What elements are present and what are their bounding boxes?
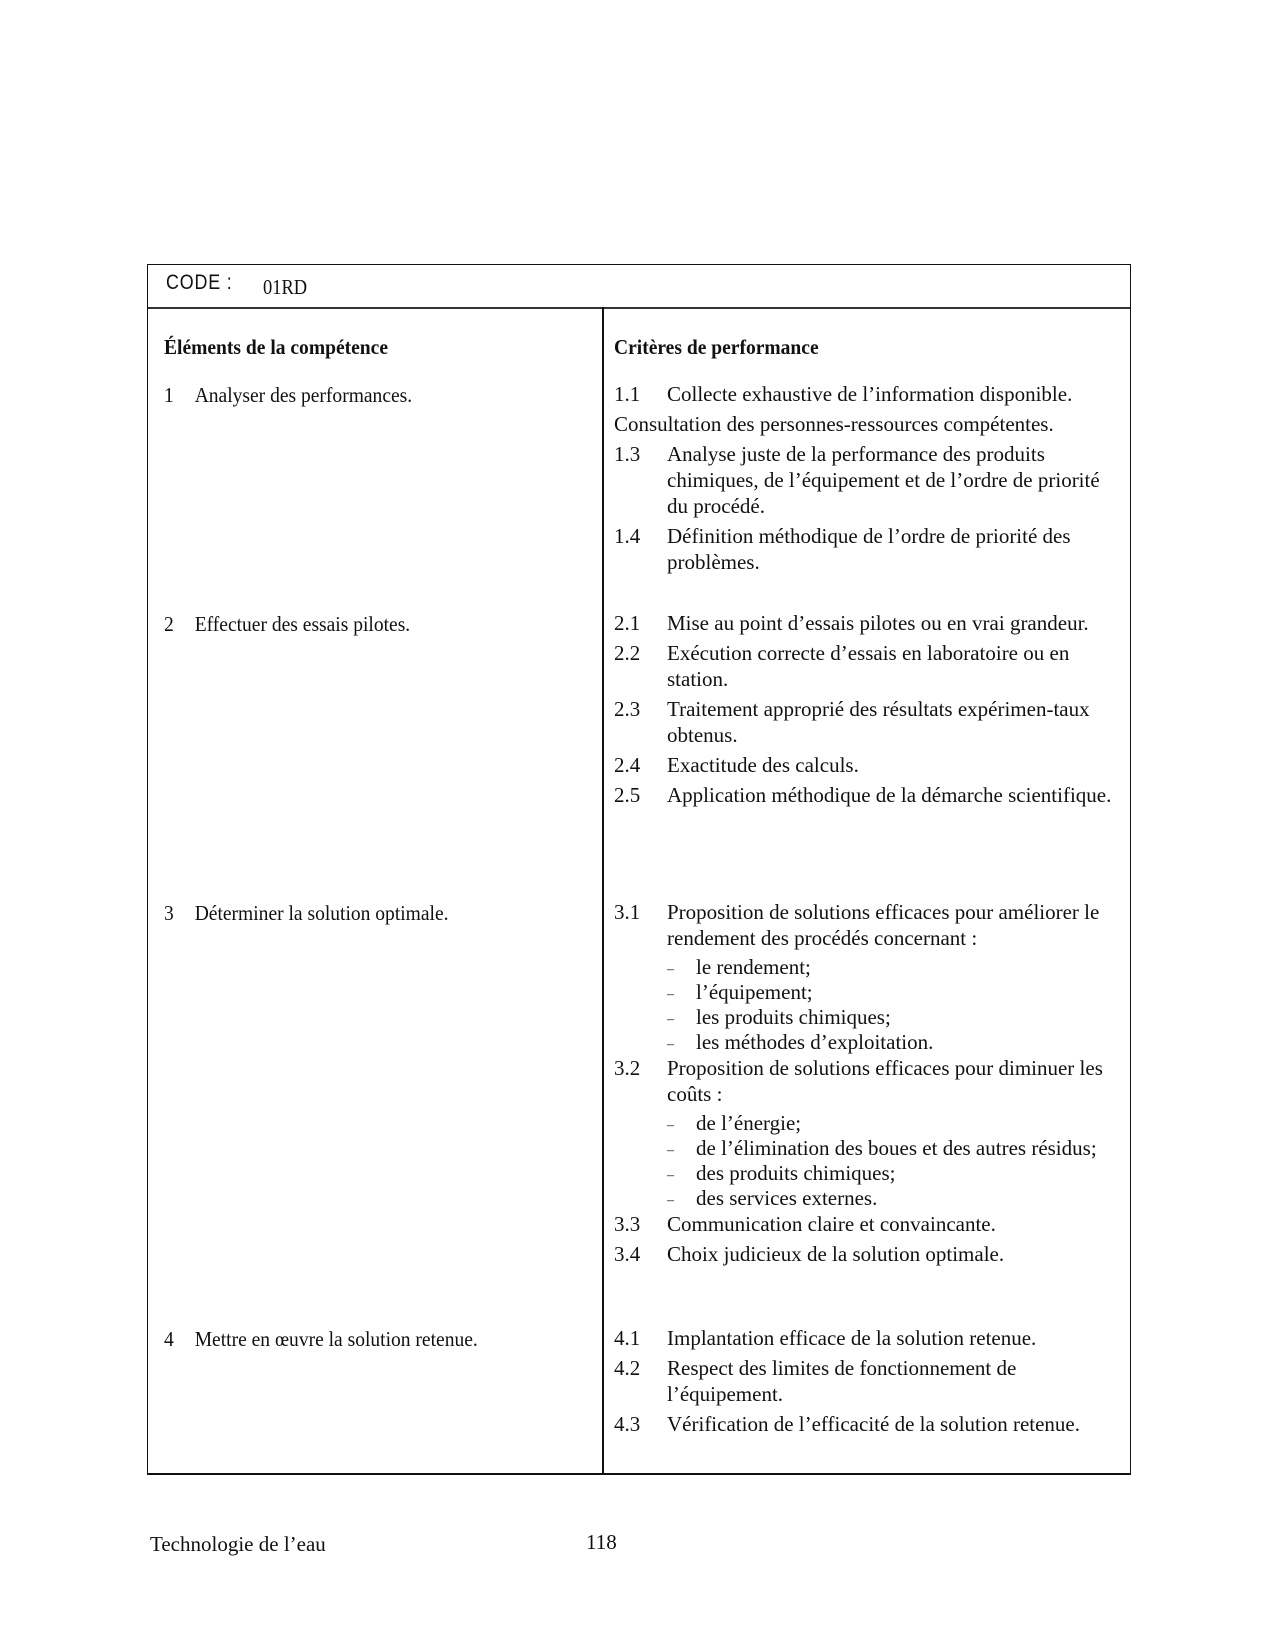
code-value: 01RD (263, 275, 308, 299)
criterion-number: 2.4 (614, 753, 641, 777)
element-label: Effectuer des essais pilotes. (194, 612, 411, 636)
criterion-number: 1.3 (614, 442, 641, 466)
criterion-text: Proposition de solutions efficaces pour diminuer les coûts : (667, 1056, 1103, 1106)
criterion-subitem: – de l’élimination des boues et des autres résidus; (614, 1136, 1124, 1161)
criteria-group (614, 381, 1124, 579)
criterion (614, 1355, 1124, 1407)
criterion-text: Mise au point d’essais pilotes ou en vrai grandeur. (667, 611, 1089, 635)
criterion (614, 441, 1124, 519)
element-number: 1 (164, 383, 174, 407)
criterion-subitem: – de l’énergie; (614, 1111, 1124, 1136)
criterion (614, 640, 1124, 692)
criterion (614, 696, 1124, 748)
criterion-text: Communication claire et convaincante. (667, 1212, 996, 1236)
criterion-subitem: – les produits chimiques; (614, 1005, 1124, 1030)
criterion-number: 3.1 (614, 900, 641, 924)
elements-header: Éléments de la compétence (164, 335, 388, 359)
criterion-number: 1.4 (614, 524, 641, 548)
criteria-group (614, 1325, 1124, 1441)
criterion-text: Analyse juste de la performance des produits chimiques, de l’équipement et de l’ordre de priorité du procédé. (667, 442, 1100, 518)
criterion-number: 2.5 (614, 783, 641, 807)
criterion (614, 1241, 1124, 1267)
criterion (614, 411, 1124, 437)
criterion-text: Traitement approprié des résultats expérimen-taux obtenus. (667, 697, 1090, 747)
criteria-group (614, 610, 1124, 812)
element-number: 3 (164, 901, 174, 925)
element-number: 4 (164, 1327, 174, 1351)
criterion-number: 2.3 (614, 697, 641, 721)
element-item (164, 383, 412, 408)
criteria-group (614, 899, 1124, 1271)
criterion (614, 381, 1124, 407)
code-label: CODE : (166, 271, 233, 294)
criterion-subitem: – le rendement; (614, 955, 1124, 980)
element-label: Déterminer la solution optimale. (194, 901, 449, 925)
criterion-text: Collecte exhaustive de l’information disponible. (667, 382, 1073, 406)
criterion (614, 610, 1124, 636)
criterion-number: 4.3 (614, 1412, 641, 1436)
criterion (614, 752, 1124, 778)
element-item (164, 1327, 478, 1352)
criterion-number: 1.1 (614, 382, 641, 406)
criterion-text: Consultation des personnes-ressources compétentes. (614, 412, 1054, 436)
criterion-text: Choix judicieux de la solution optimale. (667, 1242, 1005, 1266)
criterion-text: Exécution correcte d’essais en laboratoire ou en station. (667, 641, 1070, 691)
elements-column (164, 335, 584, 1351)
criterion-number: 2.2 (614, 641, 641, 665)
criterion-subitem: – des produits chimiques; (614, 1161, 1124, 1186)
element-item (164, 901, 449, 926)
criterion-number: 3.4 (614, 1242, 641, 1266)
criterion (614, 523, 1124, 575)
criterion-text: Définition méthodique de l’ordre de priorité des problèmes. (667, 524, 1071, 574)
criterion-number: 4.2 (614, 1356, 641, 1380)
criterion (614, 1055, 1124, 1107)
page-number: 118 (586, 1530, 617, 1554)
criterion-text: Vérification de l’efficacité de la solution retenue. (667, 1412, 1081, 1436)
criterion-text: Implantation efficace de la solution retenue. (667, 1326, 1037, 1350)
element-number: 2 (164, 612, 174, 636)
criterion-number: 3.3 (614, 1212, 641, 1236)
criterion (614, 1411, 1124, 1437)
criteria-header: Critères de performance (614, 335, 819, 359)
criterion-subitem: – l’équipement; (614, 980, 1124, 1005)
element-label: Mettre en œuvre la solution retenue. (194, 1327, 478, 1351)
criterion-text: Exactitude des calculs. (667, 753, 859, 777)
criterion (614, 782, 1124, 808)
competency-table (147, 264, 1131, 1475)
element-item (164, 612, 410, 637)
criterion (614, 899, 1124, 951)
criterion-number: 2.1 (614, 611, 641, 635)
criterion-number: 3.2 (614, 1056, 641, 1080)
criterion (614, 1211, 1124, 1237)
criterion-number: 4.1 (614, 1326, 641, 1350)
column-divider (602, 307, 604, 1473)
criterion-text: Application méthodique de la démarche scientifique. (667, 783, 1112, 807)
criterion-text: Respect des limites de fonctionnement de l’équipement. (667, 1356, 1017, 1406)
footer-title: Technologie de l’eau (150, 1532, 326, 1556)
criterion-subitem: – les méthodes d’exploitation. (614, 1030, 1124, 1055)
criteria-column (614, 335, 1124, 1436)
criterion-text: Proposition de solutions efficaces pour améliorer le rendement des procédés concernant : (667, 900, 1100, 950)
criterion (614, 1325, 1124, 1351)
criterion-subitem: – des services externes. (614, 1186, 1124, 1211)
code-row (148, 265, 1130, 309)
element-label: Analyser des performances. (194, 383, 413, 407)
